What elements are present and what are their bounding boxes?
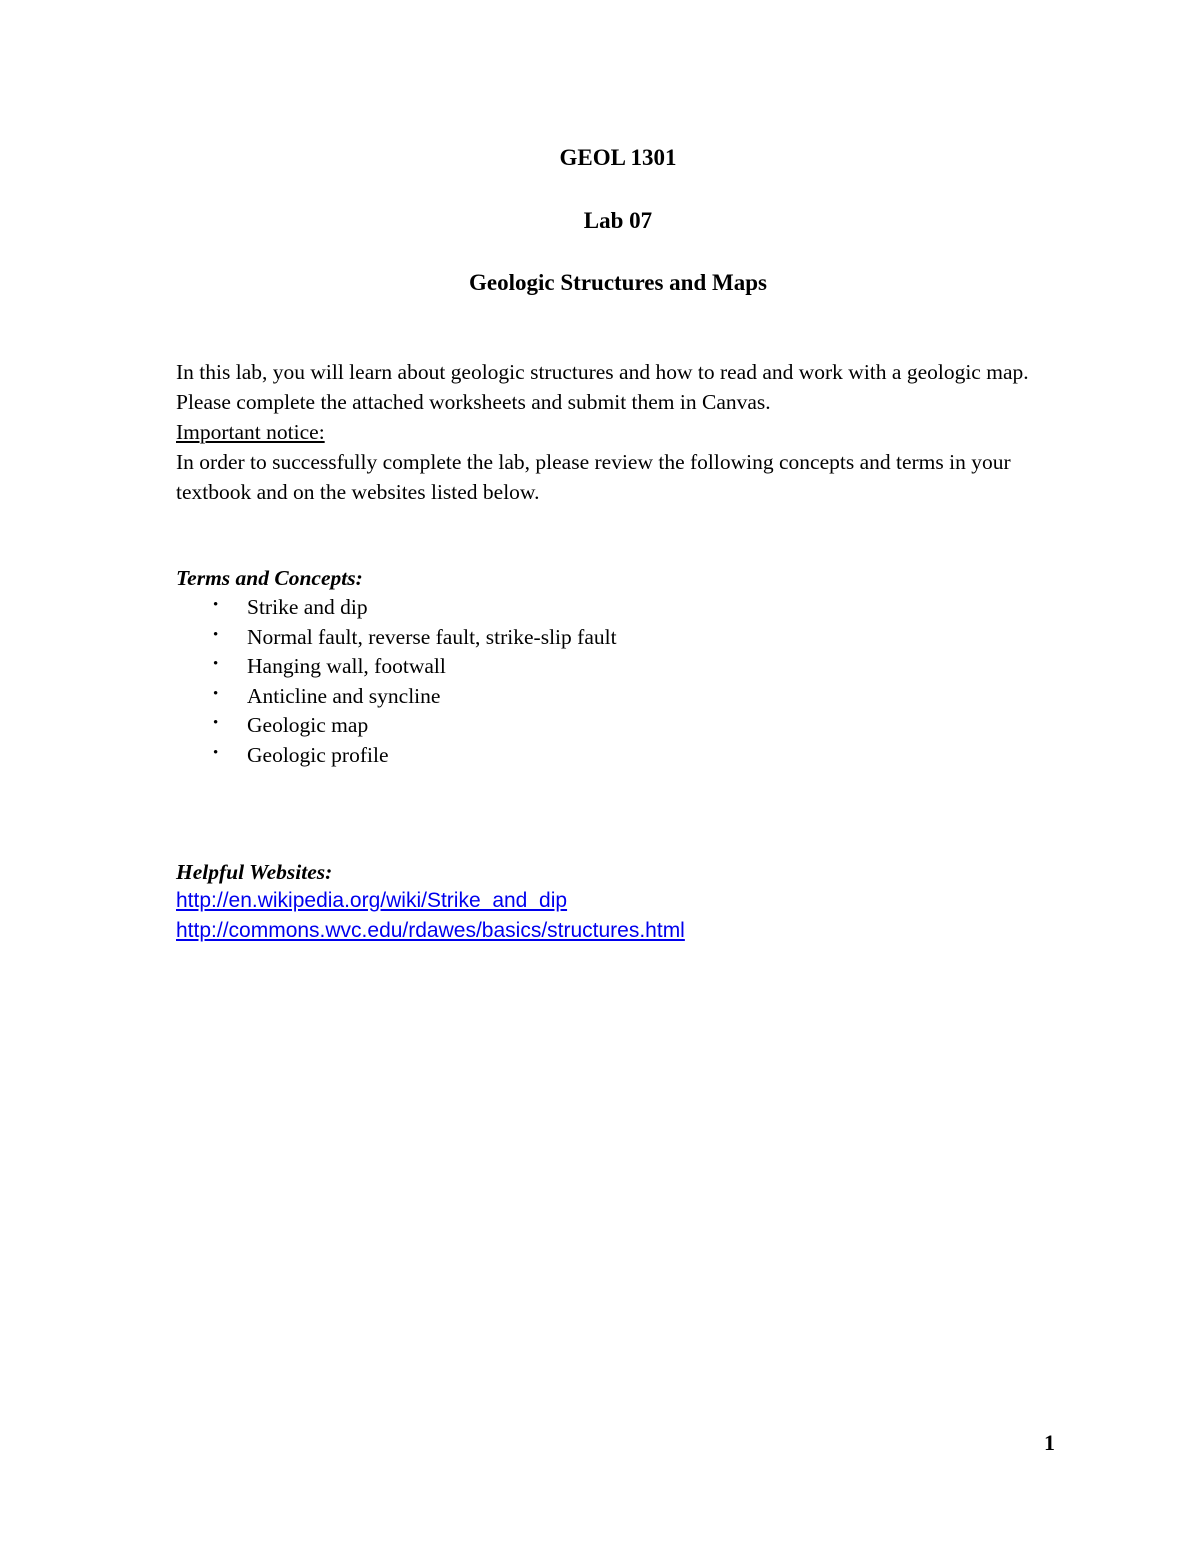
list-item	[176, 740, 617, 770]
course-code: GEOL 1301	[559, 145, 677, 170]
important-notice-label: Important notice:	[176, 420, 325, 444]
term-text: Geologic map	[247, 713, 369, 737]
important-notice-text: In order to successfully complete the lab, please review the following concepts and terms in your textbook and on the websites listed below.	[176, 450, 1011, 504]
lab-title: Geologic Structures and Maps	[469, 270, 767, 295]
term-text: Geologic profile	[247, 742, 389, 767]
list-item	[176, 681, 617, 711]
bullet-icon: •	[213, 626, 219, 643]
wikipedia-strike-dip-link[interactable]: http://en.wikipedia.org/wiki/Strike_and_dip	[176, 889, 568, 912]
list-item	[176, 592, 617, 622]
term-text: Normal fault, reverse fault, strike-slip fault	[247, 624, 617, 649]
term-text: Strike and dip	[247, 595, 368, 619]
list-item	[176, 651, 617, 681]
intro-paragraph: In this lab, you will learn about geologic structures and how to read and work with a geologic map. Please complete the attached worksheets and submit them in Canvas.	[176, 360, 1029, 414]
lab-number: Lab 07	[583, 208, 653, 233]
list-item	[176, 622, 617, 652]
page-number: 1	[1044, 1430, 1055, 1455]
bullet-icon: •	[213, 715, 219, 731]
bullet-icon: •	[213, 744, 219, 761]
term-text: Anticline and syncline	[247, 683, 441, 708]
websites-links	[176, 886, 685, 946]
bullet-icon: •	[213, 597, 219, 613]
wvc-structures-link[interactable]: http://commons.wvc.edu/rdawes/basics/structures.html	[176, 919, 685, 942]
term-text: Hanging wall, footwall	[247, 654, 446, 678]
intro-section	[176, 357, 1076, 507]
terms-heading: Terms and Concepts:	[176, 566, 363, 590]
bullet-icon: •	[213, 656, 219, 672]
terms-list	[176, 592, 617, 769]
list-item	[176, 710, 617, 740]
websites-heading: Helpful Websites:	[176, 860, 333, 884]
bullet-icon: •	[213, 685, 219, 702]
